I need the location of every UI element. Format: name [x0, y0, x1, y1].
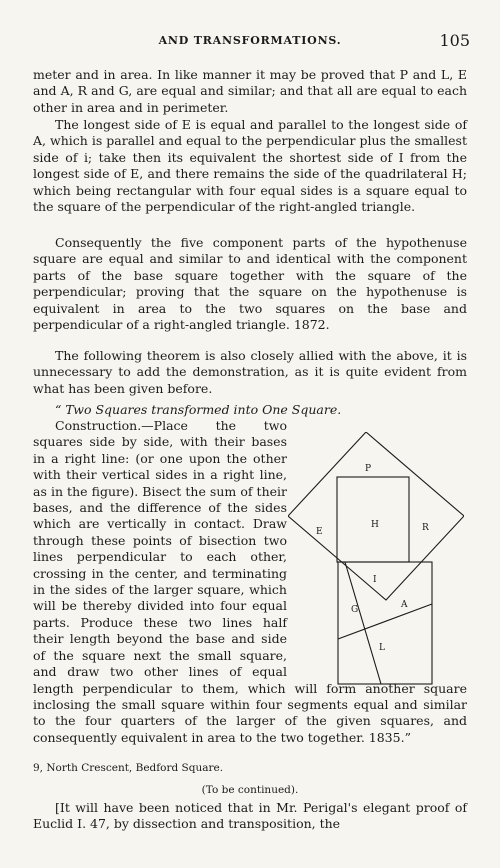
paragraph-consequently: Consequently the five component parts of the hypothenuse square are equal and similar to and identical with the component parts of the base square together with the square of the perpendicular; proving that the square on the hypothenuse is equivalent in area to the two squares on the base and perpendicular of a right-angled triangle. 1872. — [33, 235, 467, 333]
author-address: 9, North Crescent, Bedford Square. — [33, 762, 224, 774]
construction-text: Construction.—Place the two squares side by side, with their bases in a right line: (or one upon the other with their vertical sides in a right line, as in the figure). Bisect the sum of their bases, and the difference of the sides which are vertically in contact. Draw through these points of bisection two lines perpendicular to each other, crossing in the center, and terminating in the sides of the larger square, which will be thereby divided into four equal parts. Produce these two lines half their length beyond the base and side of the square next the small square, and draw two other lines of equal length perpendicular to them, which will form another square inclosing the small square within four segments equal and similar to the four quarters of the larger of the given squares, and consequently equivalent in area to the two together. 1835.” — [33, 418, 467, 745]
paragraph-following-theorem: The following theorem is also closely allied with the above, it is unnecessary to add the demonstration, as it is quite evident from what has been given before. — [33, 348, 467, 396]
label-l: L — [379, 643, 385, 653]
large-square — [338, 562, 432, 684]
page-header — [30, 31, 470, 50]
label-h: H — [371, 520, 379, 530]
running-head: AND TRANSFORMATIONS. — [158, 34, 342, 47]
paragraph-editor-note: [It will have been noticed that in Mr. Perigal's elegant proof of Euclid I. 47, by dissection and transposition, the — [33, 800, 467, 832]
geometric-figure — [288, 432, 464, 688]
label-i: I — [373, 575, 377, 585]
label-e: E — [316, 527, 323, 537]
to-be-continued: (To be continued). — [201, 784, 299, 796]
section-title: “ Two Squares transformed into One Square. — [55, 402, 342, 417]
label-a: A — [401, 600, 408, 610]
paragraph-continuation: meter and in area. In like manner it may be proved that P and L, E and A, R and G, are equal and similar; and that all are equal to each other in area and in perimeter. — [33, 67, 467, 115]
page-number: 105 — [439, 31, 470, 50]
label-g: G — [351, 605, 359, 615]
label-p: P — [365, 464, 372, 474]
paragraph-longest-side: The longest side of E is equal and parallel to the longest side of A, which is parallel and equal to the perpendicular plus the smallest side of i; take then its equivalent the shortest side of I from the longest side of E, and there remains the side of the quadrilateral H; which being rectangular with four equal sides is a square equal to the square of the perpendicular of the right-angled triangle. — [33, 117, 467, 215]
label-r: R — [422, 523, 429, 533]
